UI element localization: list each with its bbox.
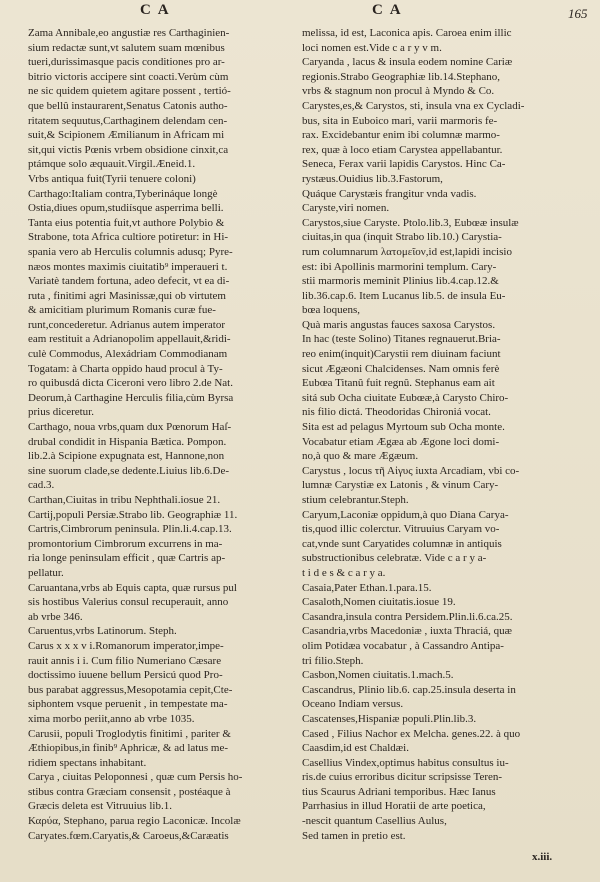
- text-line: Carya , ciuitas Peloponnesi , quæ cum Persis ho-: [28, 771, 243, 784]
- text-line: Cartij,populi Persiæ.Strabo lib. Geographiæ 11.: [28, 508, 238, 521]
- text-line: Strabone, tota Africa cultiore potiretur: in Hi-: [28, 231, 229, 244]
- text-line: lib.2.à Scipione expugnata est, Hannone,non: [28, 450, 225, 463]
- text-line: Caryates.fœm.Caryatis,& Caroeus,&Caræatis: [28, 829, 229, 842]
- text-line: loci nomen est.Vide c a r y v m.: [302, 41, 442, 54]
- text-line: Zama Annibale,eo angustiæ res Carthaginien-: [28, 27, 230, 39]
- text-line: Caryste,viri nomen.: [302, 202, 390, 215]
- text-line: rex, quæ à loco etiam Carystea appellabantur.: [302, 143, 503, 156]
- text-line: Vrbs antiqua fuit(Tyrii tenuere coloni): [28, 172, 196, 185]
- text-line: Caruantana,vrbs ab Equis capta, quæ rursus pul: [28, 581, 237, 594]
- text-line: Caruentus,vrbs Latinorum. Steph.: [28, 625, 177, 638]
- text-line: t i d e s & c a r y a.: [302, 566, 386, 579]
- text-line: pellatur.: [28, 566, 64, 579]
- text-line: Græcis deleta est Vitruuius lib.1.: [28, 800, 172, 813]
- running-header: [0, 2, 600, 24]
- text-line: Quà maris angustas fauces saxosa Carystos.: [302, 318, 496, 331]
- text-line: tri filio.Steph.: [302, 654, 364, 667]
- text-line: drubal condidit in Hispania Bætica. Pompon.: [28, 435, 227, 448]
- text-line: Καρύα, Stephano, parua regio Laconicæ. Incolæ: [28, 815, 241, 828]
- text-line: olim Potidæa vocabatur , à Cassandro Antipa-: [302, 639, 504, 652]
- text-line: Caryum,Laconiæ oppidum,à quo Diana Carya-: [302, 508, 509, 521]
- text-line: ro quibusdá dicta Ciceroni vero libro 2.de Nat.: [28, 377, 233, 390]
- text-line: sicut Ægæoni Chalcidenses. Nam omnis ferè: [302, 362, 500, 375]
- text-line: Caasdim,id est Chaldæi.: [302, 742, 409, 755]
- text-line: spania vero ab Herculis columnis adusq; Pyre-: [28, 245, 233, 258]
- text-line: prius diceretur.: [28, 406, 94, 419]
- text-line: lumnæ Carystiæ ex Latonis , & vinum Cary-: [302, 479, 499, 492]
- text-line: Carystos,siue Caryste. Ptolo.lib.3, Eubœæ insulæ: [302, 216, 519, 229]
- text-line: Variatè tandem fortuna, adeo defecit, vt ea di-: [28, 275, 230, 288]
- text-line: substructionibus celebratæ. Vide c a r y a-: [302, 552, 487, 565]
- right-column: [302, 26, 572, 843]
- text-line: Casellius Vindex,optimus habitus consultus iu-: [302, 756, 509, 769]
- text-line: vrbs & stagnum non procul à Myndo & Co.: [302, 85, 495, 98]
- text-line: ridiem spectans inhabitant.: [28, 756, 147, 769]
- text-line: tis,quod illic colerctur. Vitruuius Caryam vo-: [302, 523, 500, 536]
- text-line: stibus contra Græciam consensit , postéaque à: [28, 785, 231, 798]
- text-line: Quáque Carystæis frangitur vnda vadis.: [302, 187, 477, 200]
- text-line: Caryanda , lacus & insula eodem nomine Cariæ: [302, 56, 513, 69]
- text-line: eam restituit a Adrianopolim appellauit,&ridi-: [28, 333, 231, 346]
- text-line: nis filio dictá. Theodoridas Chironiá vocat.: [302, 406, 491, 419]
- text-line: melissa, id est, Laconica apis. Caroea enim illic: [302, 27, 512, 39]
- header-right-letters: C A: [372, 2, 403, 18]
- text-line: tius Scaurus Adriani temporibus. Hæc Ianus: [302, 785, 496, 798]
- text-line: rax. Excidebantur enim ibi columnæ marmo-: [302, 129, 500, 142]
- text-line: In hac (teste Solino) Titanes regnauerut.Bria-: [302, 333, 501, 346]
- text-line: Casandra,insula contra Persidem.Plin.li.6.ca.25.: [302, 610, 513, 623]
- text-line: Ostia,diues opum,studiísque asperrima belli.: [28, 202, 224, 215]
- text-line: suit,& Scipionem Æmilianum in Africam mi: [28, 129, 225, 142]
- signature-mark: x.iii.: [532, 851, 553, 863]
- text-line: ptámque solo æquauit.Virgil.Æneid.1.: [28, 158, 196, 171]
- text-line: ritatem sequutus,Carthaginem delendam cen-: [28, 114, 228, 127]
- text-line: cad.3.: [28, 479, 55, 492]
- text-line: Casandria,vrbs Macedoniæ , iuxta Thraciá, quæ: [302, 625, 512, 638]
- text-line: no,à quo & mare Ægæum.: [302, 450, 419, 463]
- text-line: & amicitiam plurimum Romanis curæ fue-: [28, 304, 216, 317]
- text-line: næos montes maximis ciuitatib⁹ imperaueri t.: [28, 260, 228, 273]
- text-line: lib.36.cap.6. Item Lucanus lib.5. de insula Eu-: [302, 289, 506, 302]
- text-line: Togatam: à Charta oppido haud procul à Ty-: [28, 362, 223, 375]
- text-line: Casaloth,Nomen ciuitatis.iosue 19.: [302, 596, 456, 609]
- text-line: doctissimo iuuene bellum Persicú quod Pro-: [28, 669, 223, 682]
- text-line: Carusii, populi Troglodytis finitimi , pariter &: [28, 727, 231, 740]
- text-line: ris.de cuius erroribus dicitur scripsisse Teren-: [302, 771, 503, 784]
- text-line: Carus x x x v i.Romanorum imperator,impe-: [28, 639, 224, 652]
- text-line: rystæus.Ouidius lib.3.Fastorum,: [302, 172, 443, 185]
- text-line: ruta , finitimi agri Masinissæ,qui ob virtutem: [28, 289, 226, 302]
- text-line: tueri,durissimasque pacis conditiones pro ar-: [28, 56, 225, 69]
- text-line: Vocabatur etiam Ægæa ab Ægone loci domi-: [302, 435, 500, 448]
- text-line: culè Commodus, Alexádriam Commodianam: [28, 348, 228, 361]
- text-line: xima morbo periit,anno ab vrbe 1035.: [28, 712, 195, 725]
- text-line: sitá sub Ocha ciuitate Eubœæ,à Carysto Chiro-: [302, 391, 509, 404]
- text-line: Tanta eius potentia fuit,vt authore Polybio &: [28, 216, 225, 229]
- text-line: Carthago:Italiam contra,Tyberináque longè: [28, 187, 218, 200]
- text-line: rauit annis i i. Cum filio Numeriano Cæsare: [28, 654, 222, 667]
- text-line: sis hostibus Valerius consul recuperauit, anno: [28, 596, 229, 609]
- text-line: sium redactæ sunt,vt salutem suam mœnibus: [28, 41, 225, 54]
- text-line: ciuitas,in qua (inquit Strabo lib.10.) Carystia-: [302, 231, 502, 244]
- text-line: Deorum,à Carthagine Herculis filia,cùm Byrsa: [28, 391, 234, 404]
- text-line: Carystes,es,& Carystos, sti, insula vna ex Cycladi-: [302, 99, 525, 112]
- text-line: bœa loquens,: [302, 304, 361, 317]
- text-line: stium celebrantur.Steph.: [302, 494, 409, 506]
- text-line: ria longe peninsulam efficit , quæ Cartris ap-: [28, 552, 226, 565]
- page-number: 165: [568, 6, 588, 21]
- text-line: Æthiopibus,in finib⁹ Aphricæ, & ad latus me-: [28, 742, 228, 755]
- text-line: Carystus , locus τῆ Αἰγυς iuxta Arcadiam, vbi co-: [302, 464, 520, 477]
- text-line: Sed tamen in pretio est.: [302, 829, 406, 842]
- text-line: est: ibi Apollinis marmorini templum. Cary-: [302, 260, 497, 273]
- text-line: -nescit quantum Casellius Aulus,: [302, 815, 447, 828]
- text-line: bus, sita in Euboico mari, varii marmoris fe-: [302, 114, 498, 127]
- text-line: reo enim(inquit)Carystii rem diuinam faciunt: [302, 348, 501, 361]
- text-line: Eubœa Titanû fuit regnû. Stephanus eam ait: [302, 377, 495, 390]
- text-line: ne sic quidem quietem agitare possent , tertió-: [28, 85, 231, 98]
- text-line: Casbon,Nomen ciuitatis.1.mach.5.: [302, 669, 454, 682]
- text-line: rum columnarum λατομεῖον,id est,lapidi incisio: [302, 245, 512, 258]
- text-line: Cased , Filius Nachor ex Melcha. genes.22. à quo: [302, 727, 521, 740]
- text-line: siphontem vsque peruenit , in tempestate ma-: [28, 698, 228, 711]
- text-line: Parrhasius in illud Horatii de arte poetica,: [302, 800, 486, 813]
- text-line: que bellû instaurarent,Senatus Catonis autho-: [28, 99, 228, 112]
- text-line: Oceano Indiam versus.: [302, 698, 404, 711]
- text-line: stii marmoris meminit Plinius lib.4.cap.12.&: [302, 275, 499, 288]
- text-line: promontorium Cimbrorum excurrens in ma-: [28, 537, 223, 550]
- text-line: ab vrbe 346.: [28, 610, 83, 623]
- text-line: Carthago, noua vrbs,quam dux Pœnorum Haſ-: [28, 421, 232, 434]
- header-left-letters: C A: [140, 2, 171, 18]
- text-line: Cascandrus, Plinio lib.6. cap.25.insula deserta in: [302, 683, 516, 696]
- text-line: Sita est ad pelagus Myrtoum sub Ocha monte.: [302, 421, 505, 434]
- text-line: Carthan,Ciuitas in tribu Nephthali.iosue 21.: [28, 494, 221, 506]
- text-line: bitrio victoris accipere sint coacti.Verùm cùm: [28, 70, 229, 83]
- text-line: bus parabat aggressus,Mesopotamia cepit,Cte-: [28, 683, 233, 696]
- text-line: Casaia,Pater Ethan.1.para.15.: [302, 581, 432, 594]
- text-line: Seneca, Ferax varii lapidis Carystos. Hinc Ca-: [302, 158, 506, 171]
- text-line: cat,vnde sunt Caryatides columnæ in antiquis: [302, 537, 502, 550]
- text-line: runt,concederetur. Adrianus autem imperator: [28, 318, 226, 331]
- text-line: Cartris,Cimbrorum peninsula. Plin.li.4.cap.13.: [28, 523, 232, 536]
- left-column: [28, 26, 290, 843]
- text-line: sine suorum clade,se dedente.Liuius lib.6.De-: [28, 464, 230, 477]
- text-line: sit,qui victis Pœnis vrbem obsidione cinxit,ca: [28, 143, 229, 156]
- text-line: Cascatenses,Hispaniæ populi.Plin.lib.3.: [302, 712, 477, 725]
- text-line: regionis.Strabo Geographiæ lib.14.Stephano,: [302, 70, 500, 83]
